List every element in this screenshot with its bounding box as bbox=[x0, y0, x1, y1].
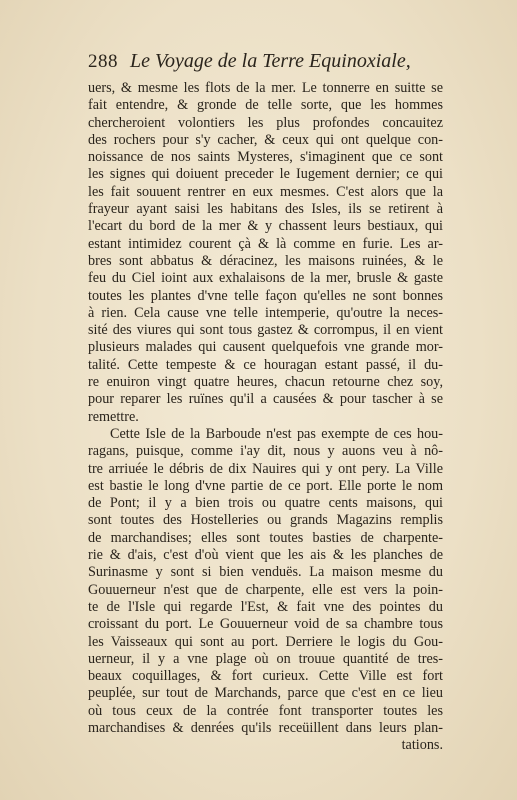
text-line: remettre. bbox=[88, 408, 139, 425]
text-line: croissant du port. Le Gouuerneur void de sa chambre tous bbox=[88, 616, 443, 633]
text-line: des rochers pour s'y cacher, & ceux qui ont quelque con- bbox=[88, 131, 443, 148]
text-line: de marchandises; elles sont toutes basties de charpente- bbox=[88, 529, 443, 546]
text-line: te de l'Isle qui regarde l'Est, & fait vne des pointes du bbox=[88, 598, 443, 615]
page-header bbox=[88, 50, 448, 78]
text-line: feu du Ciel ioint aux exhalaisons de la mer, brusle & gaste bbox=[88, 270, 443, 287]
text-line: où tous ceux de la contrée font transporter toutes les bbox=[88, 702, 443, 719]
page-number: 288 bbox=[88, 51, 118, 72]
text-line: les fait souuent rentrer en eux mesmes. C'est alors que la bbox=[88, 183, 443, 200]
text-line: à rien. Cela cause vne telle intemperie, qu'outre la neces- bbox=[88, 304, 443, 321]
text-line: toutes les plantes d'vne telle façon qu'elles ne sont bonnes bbox=[88, 287, 443, 304]
body-text bbox=[88, 80, 443, 755]
text-line: plusieurs malades qui causent quelquefois vne grande mor- bbox=[88, 339, 443, 356]
text-line: chercheroient volontiers les plus profondes concauitez bbox=[88, 114, 443, 131]
text-line: Surinasme y sont si bien venduës. La maison mesme du bbox=[88, 564, 443, 581]
text-line: sité des viures qui sont tous gastez & corrompus, il en vient bbox=[88, 322, 443, 339]
text-line: tations. bbox=[401, 737, 443, 754]
text-line: beaux coquillages, & fort curieux. Cette Ville est fort bbox=[88, 668, 443, 685]
text-line: estant intimidez courent çà & là comme en furie. Les ar- bbox=[88, 235, 443, 252]
text-line: Gouuerneur n'est que de charpente, elle est vers la poin- bbox=[88, 581, 443, 598]
text-line: de Pont; il y a bien trois ou quatre cents maisons, qui bbox=[88, 495, 443, 512]
text-line: talité. Cette tempeste & ce houragan estant passé, il du- bbox=[88, 356, 443, 373]
running-title: Le Voyage de la Terre Equinoxiale, bbox=[130, 50, 411, 72]
text-line: l'ecart du bord de la mer & y chassent leurs bestiaux, qui bbox=[88, 218, 443, 235]
text-line: fait entendre, & gronde de telle sorte, que les hommes bbox=[88, 97, 443, 114]
text-line: re enuiron vingt quatre heures, chacun retourne chez soy, bbox=[88, 374, 443, 391]
text-line: uerneur, il y a vne plage où on trouue quantité de tres- bbox=[88, 650, 443, 667]
text-line: peuplée, sur tout de Marchands, parce que c'est en ce lieu bbox=[88, 685, 443, 702]
text-line: marchandises & denrées qu'ils receüillent dans leurs plan- bbox=[88, 719, 443, 736]
text-line: tre arriuée le débris de dix Nauires qui y ont pery. La Ville bbox=[88, 460, 443, 477]
text-line: sont toutes des Hostelleries ou grands Magazins remplis bbox=[88, 512, 443, 529]
text-line: uers, & mesme les flots de la mer. Le tonnerre en suitte se bbox=[88, 80, 443, 96]
text-line: rie & d'ais, c'est d'où vient que les ais & les planches de bbox=[88, 547, 443, 564]
text-line: est bastie le long d'vne partie de ce port. Elle porte le nom bbox=[88, 477, 443, 494]
text-line: Cette Isle de la Barboude n'est pas exempte de ces hou- bbox=[110, 425, 443, 442]
text-line: les signes qui doiuent preceder le Iugement dernier; ce qui bbox=[88, 166, 443, 183]
text-line: pour reparer les ruïnes qu'il a causées & pour tascher à se bbox=[88, 391, 443, 408]
text-line: noissance de nos saints Mysteres, s'imaginent que ce sont bbox=[88, 149, 443, 166]
text-line: frayeur ayant saisi les habitans des Isles, ils se retirent à bbox=[88, 201, 443, 218]
text-line: bres sont abbatus & déracinez, les maisons ruinées, & le bbox=[88, 252, 443, 269]
text-line: ragans, puisque, comme i'ay dit, nous y auons veu à nô- bbox=[88, 443, 443, 460]
text-line: les Vaisseaux qui sont au port. Derriere le logis du Gou- bbox=[88, 633, 443, 650]
